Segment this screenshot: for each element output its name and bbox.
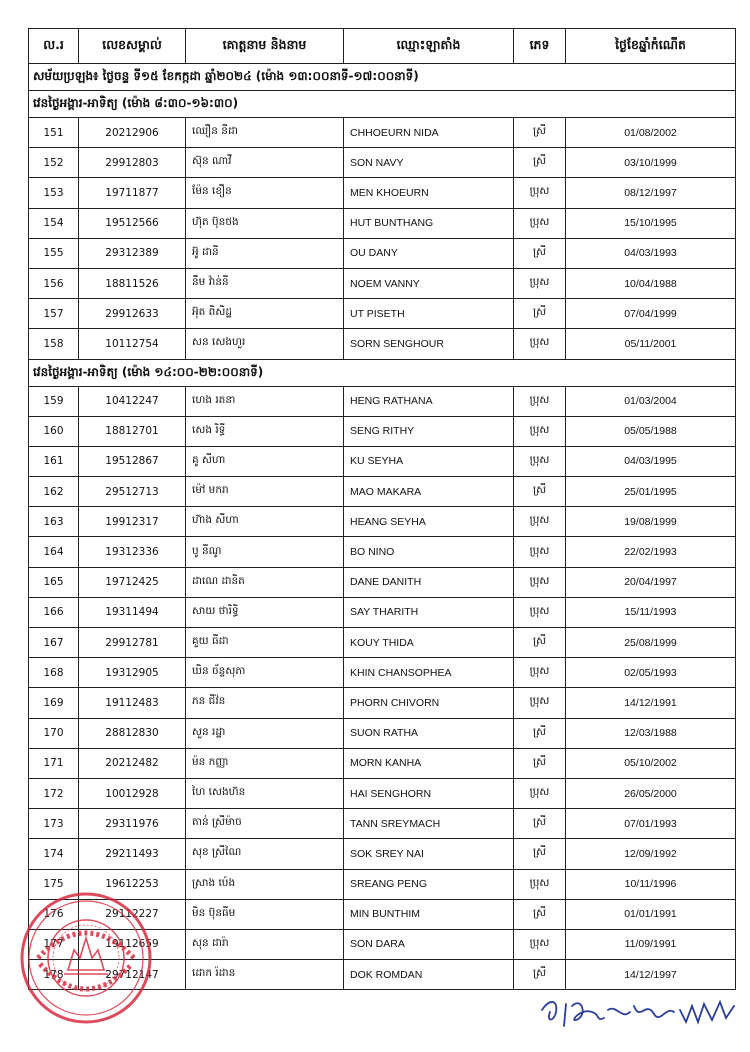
- row-khmer-name: ស្រាង ប៉េង: [186, 869, 344, 899]
- table-row: [29, 507, 736, 537]
- row-number: 170: [29, 718, 79, 748]
- header-khmer-name: គោត្តនាម និងនាម: [186, 29, 344, 64]
- row-id: 19912317: [79, 507, 186, 537]
- row-sex: ស្រី: [514, 960, 566, 990]
- row-latin-name: SORN SENGHOUR: [344, 329, 514, 359]
- row-sex: ប្រុស: [514, 386, 566, 416]
- row-id: 29312389: [79, 238, 186, 268]
- row-id: 29912781: [79, 628, 186, 658]
- row-sex: ស្រី: [514, 238, 566, 268]
- row-number: 156: [29, 268, 79, 298]
- row-number: 160: [29, 416, 79, 446]
- row-id: 19712425: [79, 567, 186, 597]
- row-sex: ស្រី: [514, 899, 566, 929]
- row-khmer-name: ឈឿន នីដា: [186, 118, 344, 148]
- row-khmer-name: ហ៊ាង សីហា: [186, 507, 344, 537]
- shift-header-row: [29, 91, 736, 118]
- row-sex: ស្រី: [514, 148, 566, 178]
- row-latin-name: MAO MAKARA: [344, 477, 514, 507]
- table-row: [29, 386, 736, 416]
- row-khmer-name: សេង រិទ្ធី: [186, 416, 344, 446]
- row-latin-name: MEN KHOEURN: [344, 178, 514, 208]
- row-number: 166: [29, 597, 79, 627]
- row-sex: ប្រុស: [514, 208, 566, 238]
- candidate-table: [28, 28, 736, 990]
- row-sex: ប្រុស: [514, 929, 566, 959]
- row-khmer-name: អ៊ុត ពិសិដ្ឋ: [186, 299, 344, 329]
- table-row: [29, 148, 736, 178]
- row-number: 164: [29, 537, 79, 567]
- header-id: លេខសម្គាល់: [79, 29, 186, 64]
- row-id: 29712147: [79, 960, 186, 990]
- row-date-of-birth: 14/12/1991: [566, 688, 736, 718]
- row-number: 173: [29, 809, 79, 839]
- row-date-of-birth: 08/12/1997: [566, 178, 736, 208]
- row-date-of-birth: 15/11/1993: [566, 597, 736, 627]
- table-row: [29, 567, 736, 597]
- row-id: 29912633: [79, 299, 186, 329]
- row-sex: ប្រុស: [514, 537, 566, 567]
- row-latin-name: SREANG PENG: [344, 869, 514, 899]
- row-number: 174: [29, 839, 79, 869]
- row-id: 29512713: [79, 477, 186, 507]
- row-id: 20212906: [79, 118, 186, 148]
- row-sex: ប្រុស: [514, 869, 566, 899]
- row-latin-name: SENG RITHY: [344, 416, 514, 446]
- table-row: [29, 178, 736, 208]
- row-number: 162: [29, 477, 79, 507]
- row-date-of-birth: 26/05/2000: [566, 778, 736, 808]
- row-khmer-name: ហ៊ុត ប៊ុនថង: [186, 208, 344, 238]
- row-sex: ប្រុស: [514, 658, 566, 688]
- row-date-of-birth: 11/09/1991: [566, 929, 736, 959]
- row-latin-name: DOK ROMDAN: [344, 960, 514, 990]
- row-date-of-birth: 01/03/2004: [566, 386, 736, 416]
- row-number: 153: [29, 178, 79, 208]
- row-number: 167: [29, 628, 79, 658]
- table-row: [29, 778, 736, 808]
- row-date-of-birth: 05/05/1988: [566, 416, 736, 446]
- row-latin-name: HENG RATHANA: [344, 386, 514, 416]
- row-number: 175: [29, 869, 79, 899]
- table-row: [29, 839, 736, 869]
- table-row: [29, 628, 736, 658]
- row-sex: ស្រី: [514, 718, 566, 748]
- row-number: 177: [29, 929, 79, 959]
- row-id: 10112754: [79, 329, 186, 359]
- row-id: 19112659: [79, 929, 186, 959]
- table-header-row: [29, 29, 736, 64]
- row-khmer-name: ភន ជីវ៉ន: [186, 688, 344, 718]
- row-latin-name: MIN BUNTHIM: [344, 899, 514, 929]
- row-khmer-name: ម៉ៅ មករា: [186, 477, 344, 507]
- session-title: សម័យប្រឡង៖ ថ្ងៃចន្ទ ទី១៥ ខែកក្កដា ឆ្នាំ២០២៤ (ម៉ោង ១៣:០០នាទី-១៧:០០នាទី): [29, 64, 736, 91]
- row-khmer-name: សុខ ស្រីណៃ: [186, 839, 344, 869]
- row-date-of-birth: 04/03/1995: [566, 446, 736, 476]
- row-date-of-birth: 14/12/1997: [566, 960, 736, 990]
- row-latin-name: TANN SREYMACH: [344, 809, 514, 839]
- table-row: [29, 537, 736, 567]
- row-khmer-name: នឹម វ៉ាន់នី: [186, 268, 344, 298]
- row-sex: ប្រុស: [514, 178, 566, 208]
- row-date-of-birth: 02/05/1993: [566, 658, 736, 688]
- row-latin-name: KHIN CHANSOPHEA: [344, 658, 514, 688]
- row-latin-name: KOUY THIDA: [344, 628, 514, 658]
- table-row: [29, 658, 736, 688]
- table-row: [29, 748, 736, 778]
- row-khmer-name: អ៊ូ ដានី: [186, 238, 344, 268]
- row-date-of-birth: 12/09/1992: [566, 839, 736, 869]
- row-id: 29311976: [79, 809, 186, 839]
- row-latin-name: OU DANY: [344, 238, 514, 268]
- row-date-of-birth: 10/04/1988: [566, 268, 736, 298]
- row-sex: ប្រុស: [514, 416, 566, 446]
- row-latin-name: SAY THARITH: [344, 597, 514, 627]
- row-latin-name: MORN KANHA: [344, 748, 514, 778]
- signature: [536, 992, 741, 1032]
- row-date-of-birth: 07/04/1999: [566, 299, 736, 329]
- row-date-of-birth: 20/04/1997: [566, 567, 736, 597]
- row-date-of-birth: 07/01/1993: [566, 809, 736, 839]
- row-khmer-name: គូ សីហា: [186, 446, 344, 476]
- row-latin-name: PHORN CHIVORN: [344, 688, 514, 718]
- official-seal: [16, 888, 156, 1028]
- row-date-of-birth: 25/08/1999: [566, 628, 736, 658]
- row-latin-name: BO NINO: [344, 537, 514, 567]
- row-date-of-birth: 01/08/2002: [566, 118, 736, 148]
- row-khmer-name: ដោក រ៉ដាន: [186, 960, 344, 990]
- row-id: 19711877: [79, 178, 186, 208]
- table-row: [29, 208, 736, 238]
- row-number: 155: [29, 238, 79, 268]
- table-row: [29, 299, 736, 329]
- row-date-of-birth: 01/01/1991: [566, 899, 736, 929]
- row-id: 19312336: [79, 537, 186, 567]
- row-date-of-birth: 25/01/1995: [566, 477, 736, 507]
- row-number: 168: [29, 658, 79, 688]
- row-khmer-name: ហៃ សេងហ៊ន: [186, 778, 344, 808]
- row-sex: ប្រុស: [514, 446, 566, 476]
- row-date-of-birth: 22/02/1993: [566, 537, 736, 567]
- row-number: 165: [29, 567, 79, 597]
- row-latin-name: DANE DANITH: [344, 567, 514, 597]
- row-id: 19612253: [79, 869, 186, 899]
- row-sex: ស្រី: [514, 839, 566, 869]
- row-id: 20212482: [79, 748, 186, 778]
- row-date-of-birth: 04/03/1993: [566, 238, 736, 268]
- table-row: [29, 268, 736, 298]
- row-latin-name: KU SEYHA: [344, 446, 514, 476]
- row-sex: ប្រុស: [514, 268, 566, 298]
- row-id: 28812830: [79, 718, 186, 748]
- row-sex: ស្រី: [514, 118, 566, 148]
- row-sex: ប្រុស: [514, 778, 566, 808]
- row-id: 18812701: [79, 416, 186, 446]
- row-number: 169: [29, 688, 79, 718]
- row-khmer-name: សន សេងហួរ: [186, 329, 344, 359]
- table-row: [29, 597, 736, 627]
- table-row: [29, 718, 736, 748]
- shift-title: វេនថ្ងៃអង្គារ-អាទិត្យ (ម៉ោង ១៤:០០-២២:០០នាទី): [29, 359, 736, 386]
- row-khmer-name: គួយ ធីដា: [186, 628, 344, 658]
- row-latin-name: SOK SREY NAI: [344, 839, 514, 869]
- row-khmer-name: ដាណេ ដានិត: [186, 567, 344, 597]
- session-row: [29, 64, 736, 91]
- row-id: 19512566: [79, 208, 186, 238]
- row-id: 10412247: [79, 386, 186, 416]
- row-number: 152: [29, 148, 79, 178]
- row-sex: ស្រី: [514, 748, 566, 778]
- row-date-of-birth: 19/08/1999: [566, 507, 736, 537]
- row-number: 178: [29, 960, 79, 990]
- row-id: 29211493: [79, 839, 186, 869]
- table-row: [29, 688, 736, 718]
- row-sex: ប្រុស: [514, 507, 566, 537]
- header-sex: ភេទ: [514, 29, 566, 64]
- row-date-of-birth: 12/03/1988: [566, 718, 736, 748]
- row-khmer-name: សុន ដារ៉ា: [186, 929, 344, 959]
- row-id: 19112483: [79, 688, 186, 718]
- row-number: 154: [29, 208, 79, 238]
- header-date-of-birth: ថ្ងៃខែឆ្នាំកំណើត: [566, 29, 736, 64]
- row-number: 158: [29, 329, 79, 359]
- row-number: 171: [29, 748, 79, 778]
- row-khmer-name: ម៉ន កញ្ញា: [186, 748, 344, 778]
- row-sex: ប្រុស: [514, 567, 566, 597]
- shift-header-row: [29, 359, 736, 386]
- row-id: 19312905: [79, 658, 186, 688]
- row-sex: ប្រុស: [514, 688, 566, 718]
- row-date-of-birth: 05/11/2001: [566, 329, 736, 359]
- table-row: [29, 416, 736, 446]
- row-latin-name: HEANG SEYHA: [344, 507, 514, 537]
- row-sex: ស្រី: [514, 809, 566, 839]
- table-row: [29, 238, 736, 268]
- row-sex: ស្រី: [514, 628, 566, 658]
- row-id: 18811526: [79, 268, 186, 298]
- row-date-of-birth: 03/10/1999: [566, 148, 736, 178]
- table-row: [29, 477, 736, 507]
- row-khmer-name: មិន ប៊ុនធីម: [186, 899, 344, 929]
- row-number: 172: [29, 778, 79, 808]
- table-row: [29, 446, 736, 476]
- row-number: 157: [29, 299, 79, 329]
- row-latin-name: SON DARA: [344, 929, 514, 959]
- row-number: 161: [29, 446, 79, 476]
- row-khmer-name: ស៊ុន ណាវី: [186, 148, 344, 178]
- row-id: 10012928: [79, 778, 186, 808]
- row-id: 19512867: [79, 446, 186, 476]
- row-latin-name: SON NAVY: [344, 148, 514, 178]
- row-id: 19311494: [79, 597, 186, 627]
- row-khmer-name: បូ នីណូ: [186, 537, 344, 567]
- header-latin-name: ឈ្មោះឡាតាំង: [344, 29, 514, 64]
- row-sex: ស្រី: [514, 299, 566, 329]
- row-number: 163: [29, 507, 79, 537]
- table-row: [29, 809, 736, 839]
- row-latin-name: UT PISETH: [344, 299, 514, 329]
- row-number: 176: [29, 899, 79, 929]
- row-sex: ប្រុស: [514, 329, 566, 359]
- row-khmer-name: ម៉ែន ខឿន: [186, 178, 344, 208]
- row-latin-name: HUT BUNTHANG: [344, 208, 514, 238]
- row-khmer-name: តាន់ ស្រីម៉ាច: [186, 809, 344, 839]
- row-khmer-name: សួន រដ្ឋា: [186, 718, 344, 748]
- table-row: [29, 329, 736, 359]
- row-khmer-name: ឃិន ច័ន្ទសុភា: [186, 658, 344, 688]
- row-latin-name: SUON RATHA: [344, 718, 514, 748]
- row-sex: ស្រី: [514, 477, 566, 507]
- row-sex: ប្រុស: [514, 597, 566, 627]
- row-id: 29112227: [79, 899, 186, 929]
- row-latin-name: HAI SENGHORN: [344, 778, 514, 808]
- row-khmer-name: សាយ ថារិទ្ធិ: [186, 597, 344, 627]
- row-date-of-birth: 10/11/1996: [566, 869, 736, 899]
- row-number: 151: [29, 118, 79, 148]
- header-no: ល.រ: [29, 29, 79, 64]
- shift-title: វេនថ្ងៃអង្គារ-អាទិត្យ (ម៉ោង ៨:៣០-១៦:៣០): [29, 91, 736, 118]
- row-date-of-birth: 05/10/2002: [566, 748, 736, 778]
- row-date-of-birth: 15/10/1995: [566, 208, 736, 238]
- row-latin-name: CHHOEURN NIDA: [344, 118, 514, 148]
- row-khmer-name: ហេង រតនា: [186, 386, 344, 416]
- table-row: [29, 118, 736, 148]
- row-id: 29912803: [79, 148, 186, 178]
- row-number: 159: [29, 386, 79, 416]
- row-latin-name: NOEM VANNY: [344, 268, 514, 298]
